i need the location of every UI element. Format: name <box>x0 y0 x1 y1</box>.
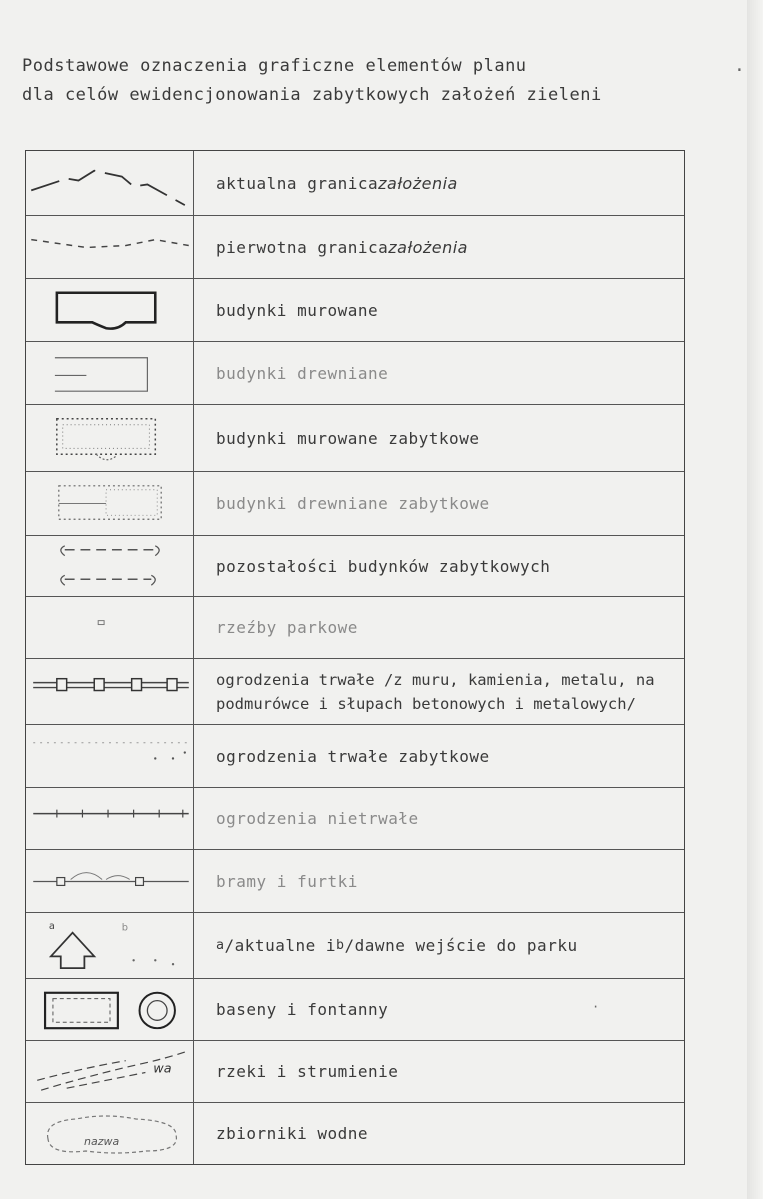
legend-label <box>216 913 676 978</box>
legend-label: rzeźby parkowe <box>216 618 358 637</box>
legend-row <box>26 597 684 659</box>
dotted-building-icon <box>26 405 194 471</box>
gate-icon <box>26 850 194 912</box>
legend-label: ogrodzenia nietrwałe <box>216 809 419 828</box>
legend-label: bramy i furtki <box>216 871 358 891</box>
legend-row <box>26 472 684 536</box>
label-line-1: ogrodzenia trwałe /z muru, kamienia, metalu, na <box>216 670 655 689</box>
pond-symbol-text: nazwa <box>84 1135 120 1148</box>
legend-row <box>26 725 684 788</box>
label-text-a: /aktualne i <box>224 936 336 955</box>
page-heading <box>22 52 722 110</box>
temporary-fence-icon <box>26 788 194 849</box>
sculpture-icon <box>26 597 194 658</box>
river-symbol-text: wa <box>153 1061 172 1077</box>
entrance-icon <box>26 913 194 978</box>
label-text: aktualna granica <box>216 173 379 193</box>
fence-icon <box>26 659 194 724</box>
legend-row <box>26 788 684 850</box>
legend-label: ogrodzenia trwałe zabytkowe <box>216 746 490 766</box>
legend-label: zbiorniki wodne <box>216 1124 368 1143</box>
solid-building-icon <box>26 279 194 341</box>
thin-building-icon <box>26 342 194 404</box>
speck: · <box>592 1000 600 1014</box>
legend-label <box>216 659 676 724</box>
legend-row <box>26 850 684 913</box>
label-superscript-b: b <box>336 938 345 953</box>
legend-row <box>26 1041 684 1103</box>
label-text: pierwotna granica <box>216 237 389 257</box>
label-emphasis: założenia <box>388 237 468 257</box>
legend-row <box>26 342 684 405</box>
dashed-boundary-icon <box>26 216 194 278</box>
legend-row <box>26 913 684 979</box>
svg-text:a: a <box>48 920 55 932</box>
speck: . <box>734 55 745 76</box>
page-edge <box>747 0 763 1199</box>
label-emphasis: założenia <box>378 173 458 193</box>
legend-label: rzeki i strumienie <box>216 1062 399 1081</box>
heading-line-1: Podstawowe oznaczenia graficzne elementów planu <box>22 56 527 76</box>
pond-icon <box>26 1103 194 1164</box>
legend-row <box>26 279 684 342</box>
legend-row <box>26 151 684 216</box>
dotted-thin-building-icon <box>26 472 194 535</box>
legend-row <box>26 1103 684 1164</box>
legend-row <box>26 536 684 597</box>
legend-label <box>216 151 676 215</box>
pool-fountain-icon <box>26 979 194 1040</box>
label-superscript-a: a <box>216 938 225 953</box>
svg-text:b: b <box>121 922 129 934</box>
legend-row <box>26 216 684 279</box>
dotted-fence-icon <box>26 725 194 787</box>
legend-label: budynki murowane <box>216 300 379 320</box>
legend-label: baseny i fontanny <box>216 1000 389 1019</box>
legend-table <box>25 150 685 1165</box>
legend-row <box>26 405 684 472</box>
label-line-2: podmurówce i słupach betonowych i metalowych/ <box>216 694 636 713</box>
legend-label: budynki murowane zabytkowe <box>216 428 480 448</box>
legend-label: budynki drewniane zabytkowe <box>216 494 490 513</box>
wavy-boundary-icon <box>26 151 194 215</box>
legend-label: budynki drewniane <box>216 363 389 383</box>
legend-row <box>26 979 684 1041</box>
river-icon <box>26 1041 194 1102</box>
legend-row <box>26 659 684 725</box>
label-text-b: /dawne wejście do parku <box>344 936 578 955</box>
remains-icon <box>26 536 194 596</box>
heading-line-2: dla celów ewidencjonowania zabytkowych założeń zieleni <box>22 85 602 105</box>
legend-label <box>216 216 676 278</box>
legend-label: pozostałości budynków zabytkowych <box>216 556 551 576</box>
